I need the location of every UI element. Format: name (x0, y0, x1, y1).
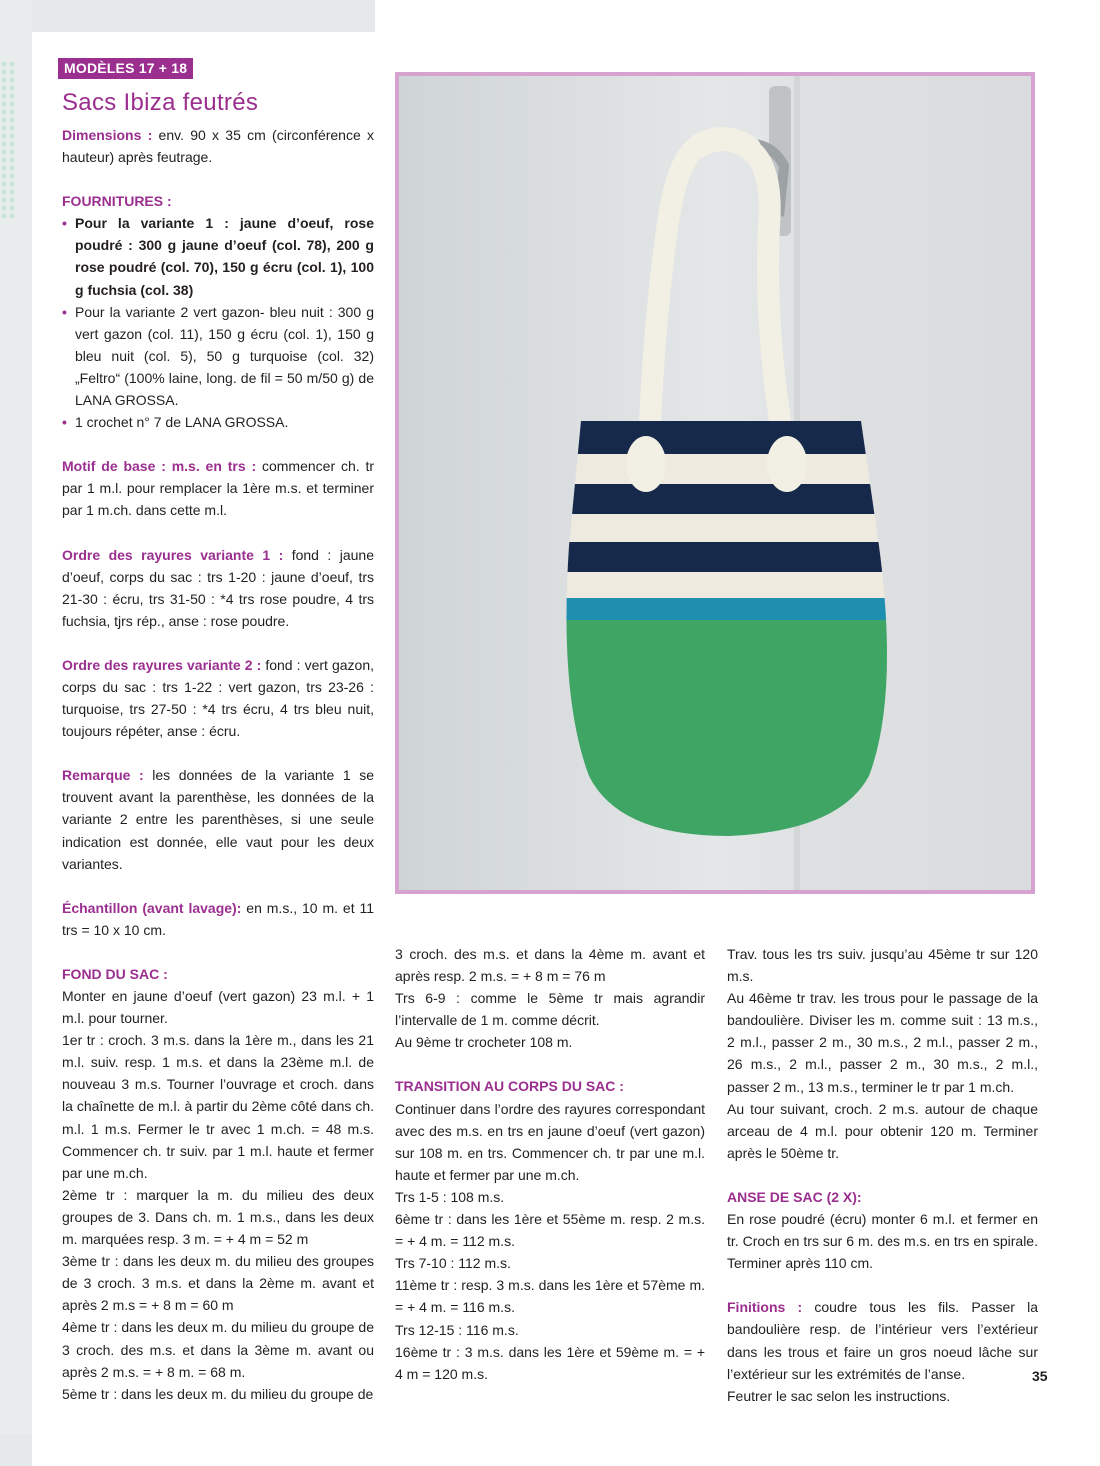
finitions-paragraph: Finitions : coudre tous les fils. Passer la bandoulière resp. de l’intérieur vers l’extérieur dans les trous et faire un gros noeud lâche sur l’extérieur sur les extrémités de l’anse. (727, 1299, 1038, 1382)
remarque-paragraph: Remarque : les données de la variante 1 se trouvent avant la parenthèse, les données de la variante 2 entre les parenthèses, si une seule indication est donnée, elle vaut pour les deux variantes. (62, 767, 374, 872)
handle-knot-right (767, 436, 807, 492)
dimensions-text: env. 90 x 35 cm (circonférence x hauteur) après feutrage. (62, 127, 375, 166)
right-line: Au 46ème tr trav. les trous pour le passage de la bandoulière. Diviser les m. comme suit : 13 m.s., 2 m.l., passer 2 m., 30 m.s., 2 m.l., passer 2 m., 26 m.s., 2 m.l., passer 2 m., 30 m.s., 2 m.l., passer 2 m., 13 m.s., terminer le tr par 1 m.ch. (727, 990, 1038, 1095)
left-column (62, 124, 374, 1405)
ordre1-paragraph: Ordre des rayures variante 1 : fond : jaune d’oeuf, corps du sac : trs 1-20 : jaune d’oeuf, trs 21-30 : écru, trs 31-50 : *4 trs rose poudre, 4 trs fuchsia, tjrs rép., anse : rose poudre. (62, 546, 374, 629)
handle-knot-left (626, 436, 666, 492)
page-title: Sacs Ibiza feutrés (62, 89, 259, 116)
fournitures-heading: FOURNITURES : (62, 193, 172, 210)
echantillon-paragraph: Échantillon (avant lavage): en m.s., 10 m. et 11 trs = 10 x 10 cm. (62, 899, 375, 938)
dimensions-paragraph (62, 124, 374, 168)
page-number: 35 (1032, 1368, 1048, 1384)
motif-paragraph: Motif de base : m.s. en trs : commencer ch. tr par 1 m.l. pour remplacer la 1ère m.s. et terminer par 1 m.ch. dans cette m.l. (62, 458, 375, 519)
model-badge: MODÈLES 17 + 18 (58, 58, 193, 79)
transition-line: 16ème tr : 3 m.s. dans les 1ère et 59ème m. = + 4 m = 120 m.s. (395, 1343, 705, 1382)
fond-line: 3ème tr : dans les deux m. du milieu des groupes de 3 croch. 3 m.s. et dans la 2ème m. avant et après 2 m.s = + 8 m = 60 m (62, 1253, 374, 1314)
transition-line: 11ème tr : resp. 3 m.s. dans les 1ère et 57ème m. = + 4 m. = 116 m.s. (395, 1277, 705, 1316)
transition-line: Trs 7-10 : 112 m.s. (395, 1255, 511, 1272)
transition-line: Trs 1-5 : 108 m.s. (395, 1188, 505, 1205)
fond-line: Monter en jaune d’oeuf (vert gazon) 23 m.l. + 1 m.l. pour tourner. (62, 988, 374, 1027)
fourniture-item: • Pour la variante 2 vert gazon- bleu nuit : 300 g vert gazon (col. 11), 150 g écru (col. 1), 150 g bleu nuit (col. 5), 50 g turquoise (col. 32) „Feltro“ (100% laine, long. de fil = 50 m/50 g) de LANA GROSSA. (62, 303, 374, 409)
fourniture-item: • Pour la variante 1 : jaune d’oeuf, rose poudré : 300 g jaune d’oeuf (col. 78), 200 g rose poudré (col. 70), 150 g écru (col. 1), 100 g fuchsia (col. 38) (62, 215, 374, 298)
dimensions-label: Dimensions : (62, 127, 153, 143)
final-line: Feutrer le sac selon les instructions. (727, 1387, 951, 1404)
right-line: Au tour suivant, croch. 2 m.s. autour de chaque arceau de 4 m.l. pour obtenir 120 m. Terminer après le 50ème tr. (727, 1100, 1038, 1161)
fond-line: 1er tr : croch. 3 m.s. dans la 1ère m., dans les 21 m.l. suiv. resp. 1 m.s. et dans la 23ème m.l. de nouveau 3 m.s. Tourner l’ouvrage et croch. dans la chaînette de m.l. à partir du 2ème côté dans ch. m.l. 1 m.s. Fermer le tr avec 1 m.ch. = 48 m.s. Commencer ch. tr suiv. par 1 m.l. haute et fermer par une m.ch. (62, 1032, 374, 1181)
right-column (727, 943, 1038, 1407)
anse-line: En rose poudré (écru) monter 6 m.l. et fermer en tr. Croch en trs sur 6 m. des m.s. en trs en spirale. Terminer après 110 cm. (727, 1211, 1038, 1272)
fond-line: 5ème tr : dans les deux m. du milieu du groupe de (62, 1385, 374, 1402)
fond-line: 4ème tr : dans les deux m. du milieu du groupe de 3 croch. des m.s. et dans la 3ème m. avant ou après 2 m.s. = + 8 m. = 68 m. (62, 1319, 374, 1380)
transition-line: 6ème tr : dans les 1ère et 55ème m. resp. 2 m.s. = + 4 m. = 112 m.s. (395, 1211, 705, 1250)
mid-line: 3 croch. des m.s. et dans la 4ème m. avant et après resp. 2 m.s. = + 8 m = 76 m (395, 946, 705, 985)
anse-heading: ANSE DE SAC (2 X): (727, 1188, 862, 1205)
fond-heading: FOND DU SAC : (62, 965, 168, 982)
bag-photo (395, 72, 1035, 894)
transition-line: Continuer dans l’ordre des rayures correspondant avec des m.s. en trs en jaune d’oeuf (vert gazon) sur 108 m. en trs. Commencer ch. tr par une m.l. haute et fermer par une m.ch. (395, 1100, 705, 1183)
background-pattern (0, 60, 14, 220)
transition-line: Trs 12-15 : 116 m.s. (395, 1321, 519, 1338)
mid-line: Au 9ème tr crocheter 108 m. (395, 1034, 573, 1051)
right-line: Trav. tous les trs suiv. jusqu’au 45ème tr sur 120 m.s. (727, 946, 1038, 985)
fond-line: 2ème tr : marquer la m. du milieu des deux groupes de 3. Dans ch. m. 1 m.s., dans les deux m. marquées resp. 3 m. = + 4 m = 52 m (62, 1186, 374, 1248)
middle-column (395, 943, 705, 1385)
bag-illustration (399, 76, 1031, 890)
background-photo-edge-top (0, 0, 375, 32)
mid-line: Trs 6-9 : comme le 5ème tr mais agrandir l’intervalle de 1 m. comme décrit. (395, 990, 705, 1029)
bag-handle-top (699, 139, 749, 148)
bag-body (549, 416, 899, 850)
ordre2-paragraph: Ordre des rayures variante 2 : fond : vert gazon, corps du sac : trs 1-22 : vert gazon, trs 23-26 : turquoise, trs 27-50 : *4 trs écru, 4 trs bleu nuit, toujours répéter, anse : écru. (62, 656, 375, 740)
fourniture-item: • 1 crochet n° 7 de LANA GROSSA. (62, 414, 289, 431)
transition-heading: TRANSITION AU CORPS DU SAC : (395, 1078, 624, 1095)
